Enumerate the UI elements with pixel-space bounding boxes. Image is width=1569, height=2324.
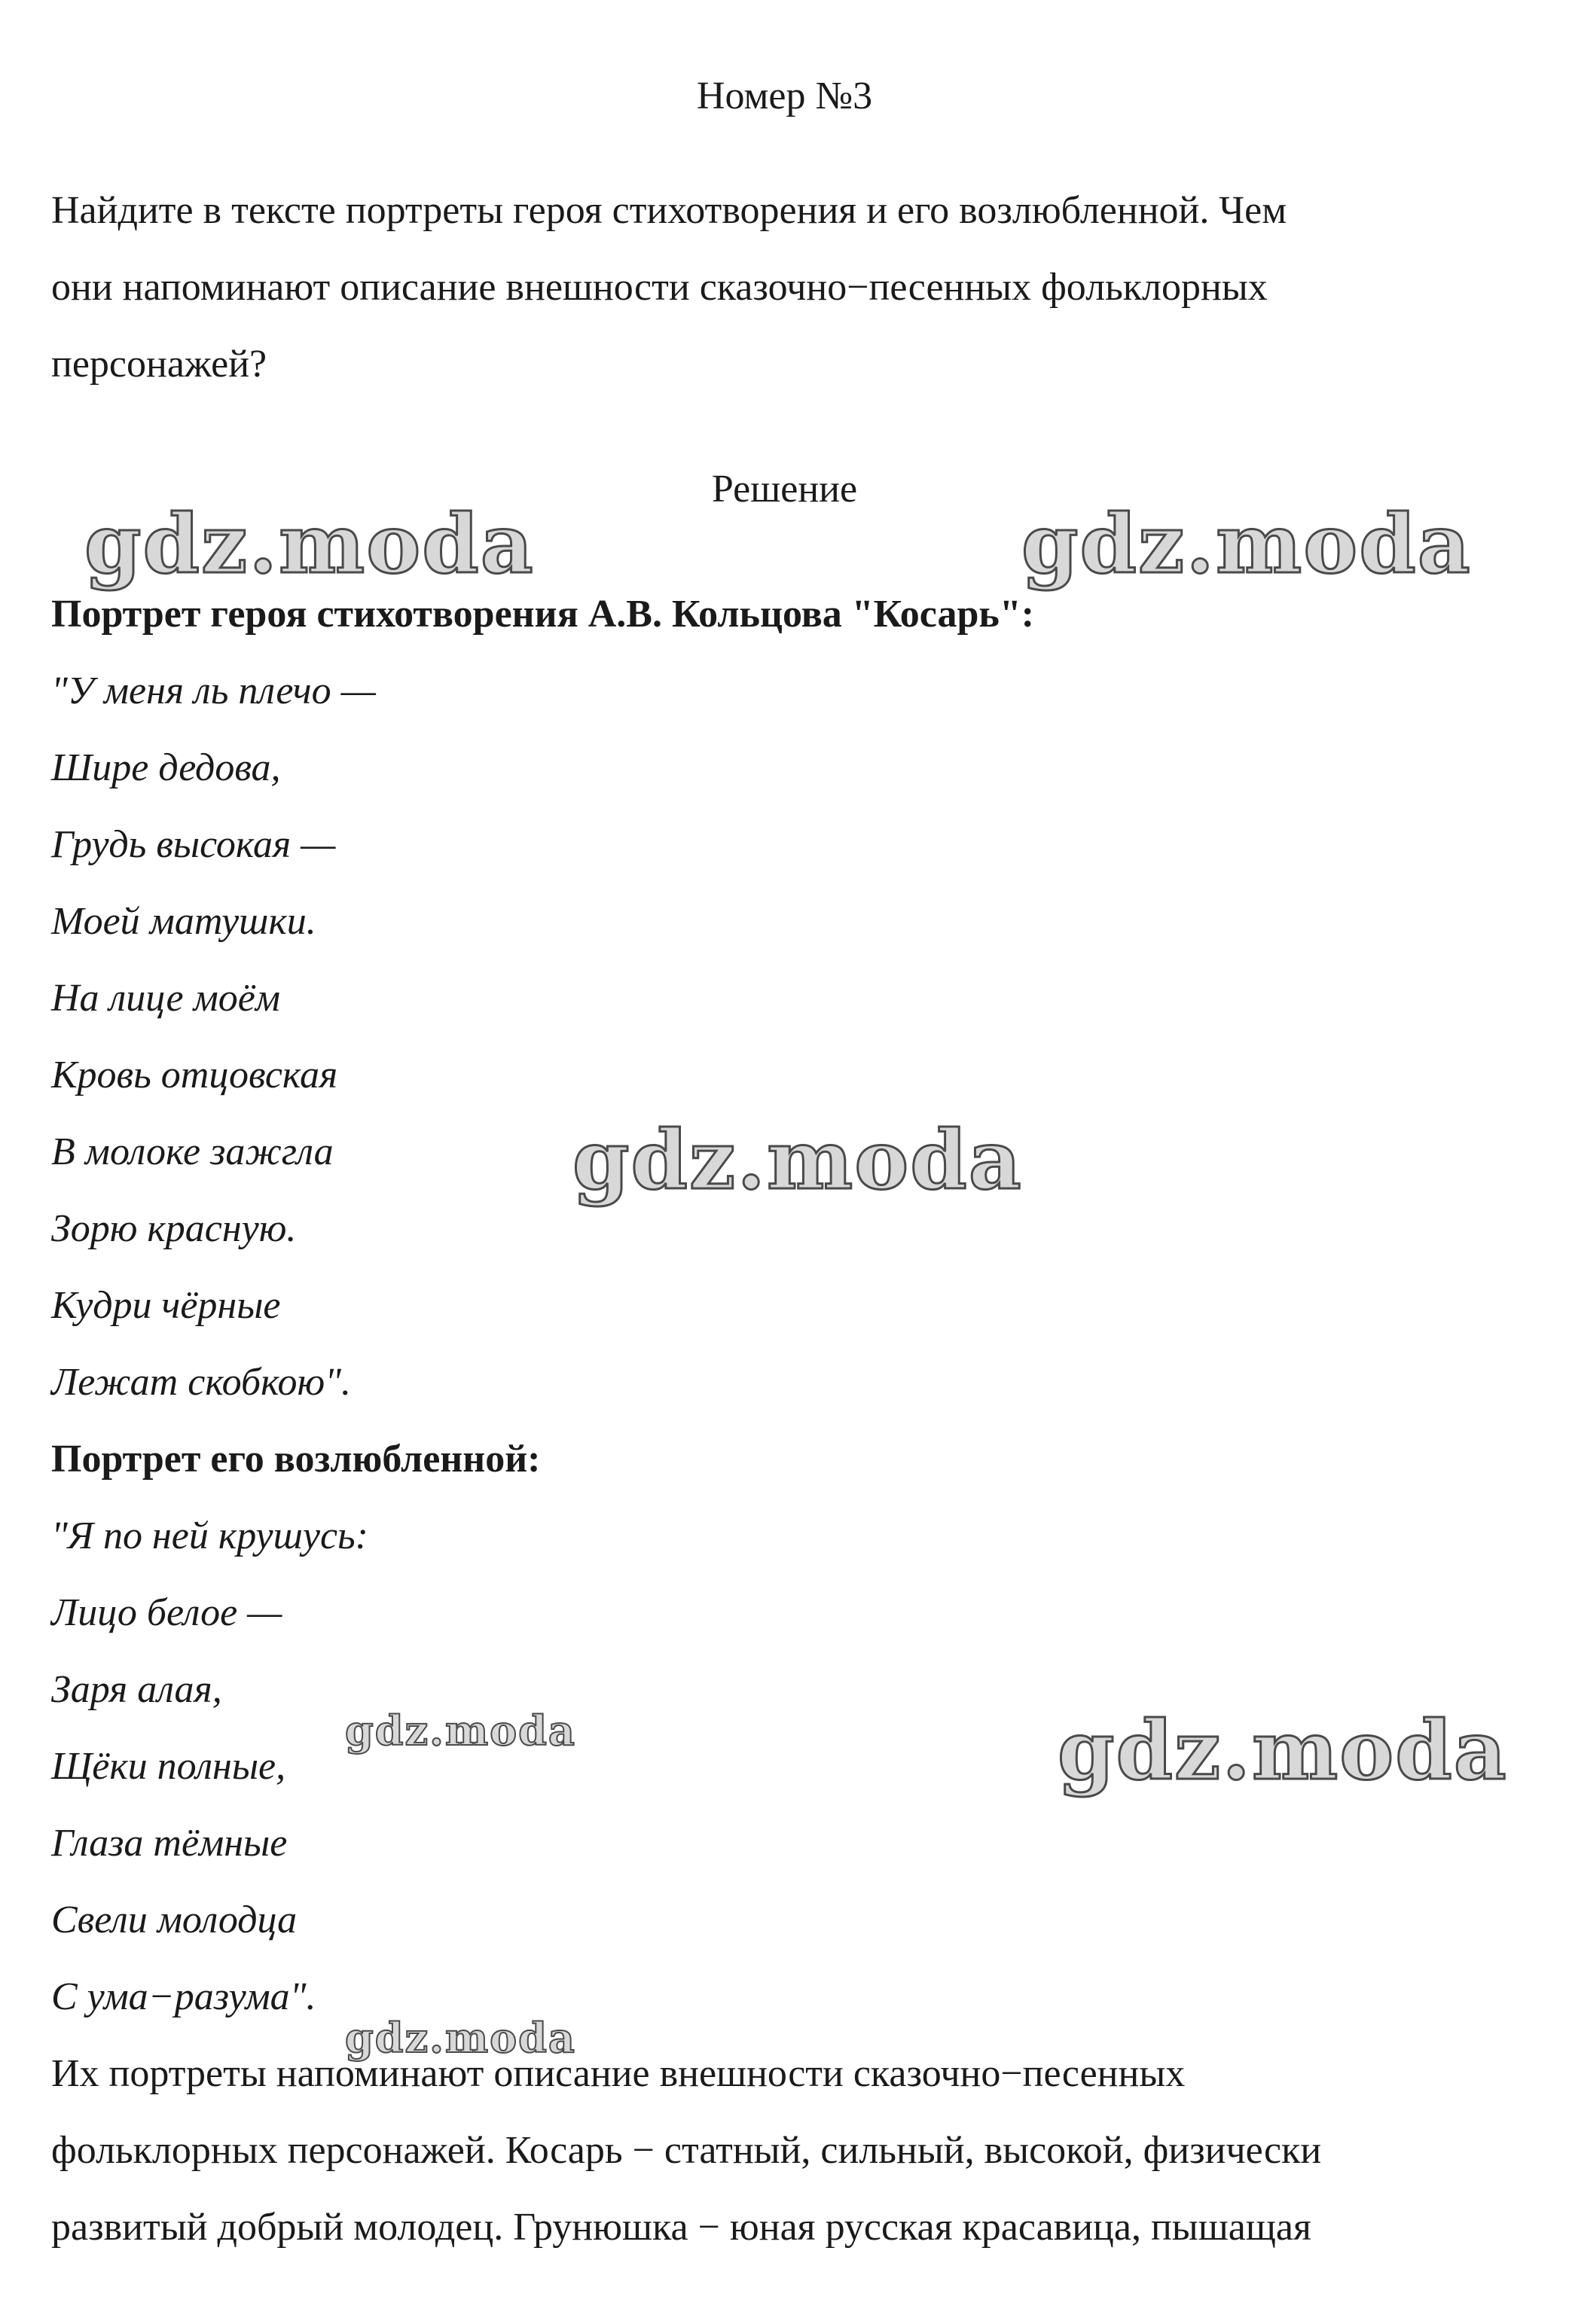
- hero-poem-line: В молоке зажгла: [51, 1130, 334, 1173]
- watermark-logo: gdz.moda: [84, 497, 535, 592]
- beloved-poem-line: "Я по ней крушусь:: [51, 1514, 369, 1557]
- solution-heading: Решение: [711, 468, 858, 511]
- beloved-poem-line: Щёки полные,: [51, 1745, 286, 1788]
- beloved-poem-line: Лицо белое —: [51, 1591, 282, 1634]
- beloved-poem-line: Глаза тёмные: [51, 1822, 288, 1865]
- beloved-poem-line: Свели молодца: [51, 1899, 298, 1941]
- watermark-logo: gdz.moda: [345, 1706, 576, 1755]
- conclusion-line-3: развитый добрый молодец. Грунюшка − юная русская красавица, пышащая: [51, 2206, 1311, 2249]
- hero-poem-line: Кудри чёрные: [51, 1284, 281, 1327]
- question-line-1: Найдите в тексте портреты героя стихотворения и его возлюбленной. Чем: [51, 189, 1287, 232]
- conclusion-line-2: фольклорных персонажей. Косарь − статный, сильный, высокой, физически: [51, 2129, 1322, 2172]
- hero-portrait-heading: Портрет героя стихотворения А.В. Кольцова "Косарь":: [51, 593, 1035, 636]
- conclusion-line-1: Их портреты напоминают описание внешности сказочно−песенных: [51, 2052, 1186, 2095]
- watermark-logo: gdz.moda: [1021, 497, 1472, 592]
- hero-poem-line: Лежат скобкою".: [51, 1361, 351, 1404]
- watermark-logo: gdz.moda: [345, 2014, 576, 2062]
- question-line-2: они напоминают описание внешности сказочно−песенных фольклорных: [51, 266, 1268, 309]
- beloved-portrait-heading: Портрет его возлюбленной:: [51, 1438, 541, 1481]
- watermark-logo: gdz.moda: [572, 1113, 1023, 1208]
- hero-poem-line: Зорю красную.: [51, 1207, 297, 1250]
- hero-poem-line: На лице моём: [51, 977, 281, 1020]
- question-line-3: персонажей?: [51, 343, 267, 386]
- hero-poem-line: Шире дедова,: [51, 746, 281, 789]
- page-title: Номер №3: [696, 75, 873, 117]
- hero-poem-line: Кровь отцовская: [51, 1054, 338, 1096]
- hero-poem-line: "У меня ль плечо —: [51, 669, 376, 712]
- hero-poem-line: Моей матушки.: [51, 900, 316, 943]
- watermark-logo: gdz.moda: [1058, 1703, 1508, 1798]
- beloved-poem-line: С ума−разума".: [51, 1975, 316, 2018]
- hero-poem-line: Грудь высокая —: [51, 823, 336, 866]
- beloved-poem-line: Заря алая,: [51, 1668, 222, 1711]
